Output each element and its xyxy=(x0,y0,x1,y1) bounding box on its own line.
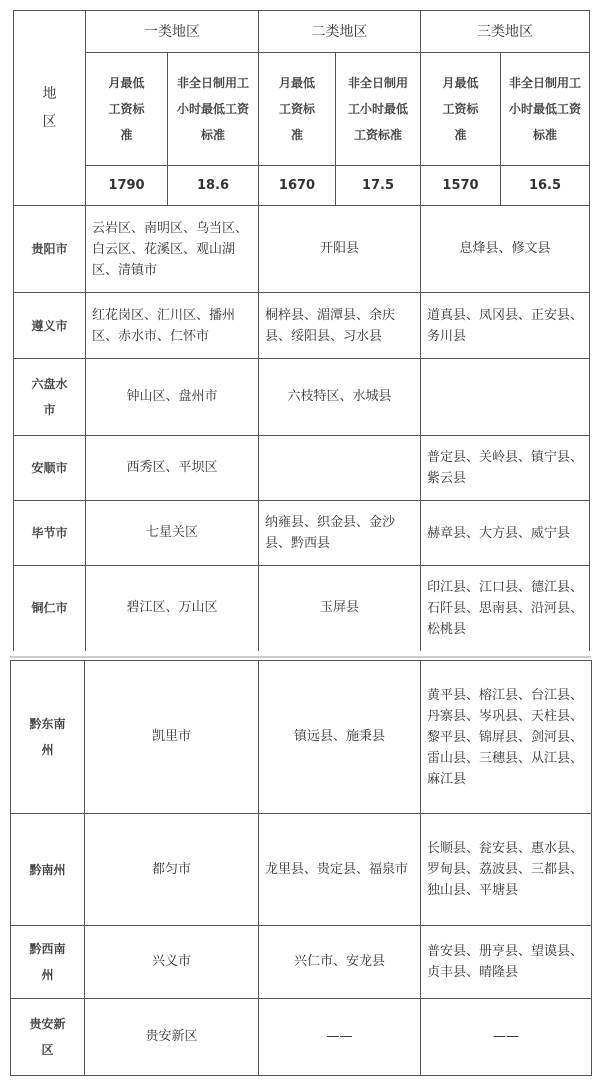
tier2-hourly-value: 17.5 xyxy=(336,166,421,206)
table-row xyxy=(11,661,592,814)
tier1-monthly-value: 1790 xyxy=(86,166,168,206)
tier2-areas: 桐梓县、湄潭县、余庆县、绥阳县、习水县 xyxy=(259,293,421,359)
region-name: 毕节市 xyxy=(14,501,86,566)
table-row xyxy=(14,206,590,293)
tier1-areas: 贵安新区 xyxy=(85,999,259,1076)
divider xyxy=(10,656,591,658)
tier3-areas: 息烽县、修文县 xyxy=(421,206,590,293)
region-name: 黔东南州 xyxy=(11,661,85,814)
tier2-monthly-label: 月最低工资标准 xyxy=(259,53,336,166)
region-name: 铜仁市 xyxy=(14,566,86,651)
tier3-areas: 黄平县、榕江县、台江县、丹寨县、岑巩县、天柱县、黎平县、锦屏县、剑河县、雷山县、三穗县、从江县、麻江县 xyxy=(421,661,592,814)
tier1-areas: 西秀区、平坝区 xyxy=(86,436,259,501)
tier3-header: 三类地区 xyxy=(421,11,590,53)
tier2-header: 二类地区 xyxy=(259,11,421,53)
tier1-hourly-label: 非全日制用工小时最低工资标准 xyxy=(168,53,259,166)
table-row xyxy=(14,501,590,566)
tier1-areas: 云岩区、南明区、乌当区、白云区、花溪区、观山湖区、清镇市 xyxy=(86,206,259,293)
tier2-areas: —— xyxy=(259,999,421,1076)
table-row xyxy=(14,359,590,436)
tier1-hourly-value: 18.6 xyxy=(168,166,259,206)
tier3-areas: 道真县、凤冈县、正安县、务川县 xyxy=(421,293,590,359)
tier3-monthly-value: 1570 xyxy=(421,166,501,206)
table-row xyxy=(11,999,592,1076)
tier2-areas: 纳雍县、织金县、金沙县、黔西县 xyxy=(259,501,421,566)
tier1-monthly-label: 月最低工资标准 xyxy=(86,53,168,166)
tier1-header: 一类地区 xyxy=(86,11,259,53)
tier2-areas: 玉屏县 xyxy=(259,566,421,651)
tier1-areas: 钟山区、盘州市 xyxy=(86,359,259,436)
table-row xyxy=(14,436,590,501)
table-row xyxy=(11,926,592,999)
tier2-areas: 开阳县 xyxy=(259,206,421,293)
tier2-areas: 镇远县、施秉县 xyxy=(259,661,421,814)
tier2-hourly-label: 非全日制用工小时最低工资标准 xyxy=(336,53,421,166)
tier3-hourly-label: 非全日制用工小时最低工资标准 xyxy=(501,53,590,166)
tier1-areas: 碧江区、万山区 xyxy=(86,566,259,651)
tier1-areas: 凯里市 xyxy=(85,661,259,814)
tier1-areas: 都匀市 xyxy=(85,814,259,926)
table-row xyxy=(11,814,592,926)
region-name: 安顺市 xyxy=(14,436,86,501)
tier3-areas: 长顺县、瓮安县、惠水县、罗甸县、荔波县、三都县、独山县、平塘县 xyxy=(421,814,592,926)
tier3-hourly-value: 16.5 xyxy=(501,166,590,206)
wage-table-top xyxy=(13,10,590,651)
tier3-areas: 普安县、册亨县、望谟县、贞丰县、晴隆县 xyxy=(421,926,592,999)
wage-table-bottom xyxy=(10,660,592,1076)
tier2-areas: 兴仁市、安龙县 xyxy=(259,926,421,999)
region-header: 地 区 xyxy=(14,11,86,206)
tier3-areas: 印江县、江口县、德江县、石阡县、思南县、沿河县、松桃县 xyxy=(421,566,590,651)
tier2-areas: 六枝特区、水城县 xyxy=(259,359,421,436)
tier3-monthly-label: 月最低工资标准 xyxy=(421,53,501,166)
tier3-areas: 普定县、关岭县、镇宁县、紫云县 xyxy=(421,436,590,501)
region-name: 黔西南州 xyxy=(11,926,85,999)
tier3-areas xyxy=(421,359,590,436)
table-row xyxy=(14,566,590,651)
tier3-areas: 赫章县、大方县、威宁县 xyxy=(421,501,590,566)
tier2-areas: 龙里县、贵定县、福泉市 xyxy=(259,814,421,926)
region-name: 六盘水市 xyxy=(14,359,86,436)
region-name: 贵阳市 xyxy=(14,206,86,293)
region-name: 遵义市 xyxy=(14,293,86,359)
tier1-areas: 红花岗区、汇川区、播州区、赤水市、仁怀市 xyxy=(86,293,259,359)
tier2-areas xyxy=(259,436,421,501)
region-name: 贵安新区 xyxy=(11,999,85,1076)
tier1-areas: 兴义市 xyxy=(85,926,259,999)
region-name: 黔南州 xyxy=(11,814,85,926)
table-row xyxy=(14,293,590,359)
tier1-areas: 七星关区 xyxy=(86,501,259,566)
tier3-areas: —— xyxy=(421,999,592,1076)
tier2-monthly-value: 1670 xyxy=(259,166,336,206)
